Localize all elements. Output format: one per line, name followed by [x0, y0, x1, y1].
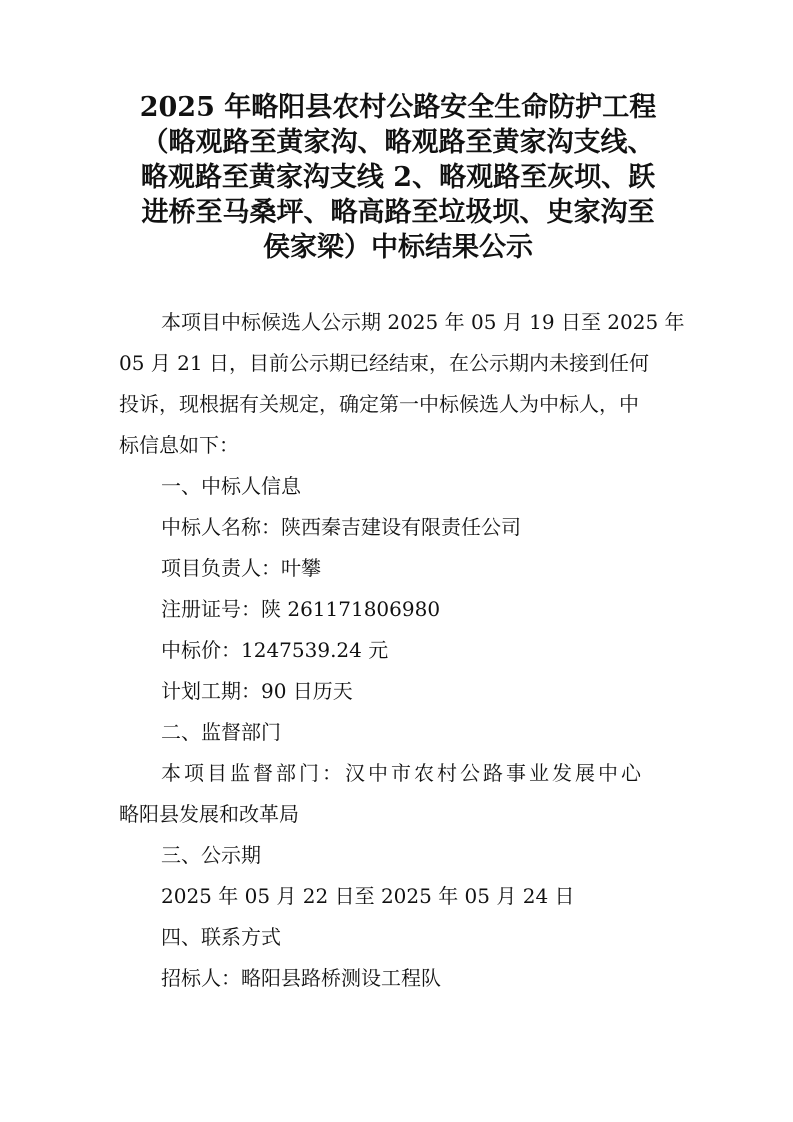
section-publicity-period [119, 835, 679, 917]
planned-duration: 计划工期：90 日历天 [161, 679, 353, 703]
section-supervision [119, 712, 679, 835]
project-manager: 项目负责人：叶攀 [161, 556, 321, 580]
winner-name: 中标人名称：陕西秦吉建设有限责任公司 [161, 515, 521, 539]
document-body [119, 302, 685, 999]
section-heading: 三、公示期 [161, 843, 261, 867]
paragraph-line: 本项目中标候选人公示期 2025 年 05 月 19 日至 2025 年 [161, 310, 685, 334]
section-heading: 一、中标人信息 [161, 474, 301, 498]
title-line: 侯家梁）中标结果公示 [263, 232, 533, 263]
section-winner-info [119, 466, 679, 712]
title-line: 略观路至黄家沟支线 2、略观路至灰坝、跃 [140, 162, 656, 193]
supervision-department-cont: 略阳县发展和改革局 [119, 802, 299, 826]
paragraph-line: 标信息如下： [119, 433, 239, 457]
title-line: （略观路至黄家沟、略观路至黄家沟支线、 [141, 127, 655, 158]
intro-paragraph [119, 302, 685, 466]
section-heading: 二、监督部门 [161, 720, 281, 744]
registration-number: 注册证号：陕 261171806980 [161, 597, 441, 621]
title-line: 2025 年略阳县农村公路安全生命防护工程 [139, 92, 657, 123]
tenderer: 招标人：略阳县路桥测设工程队 [161, 966, 441, 990]
publicity-period: 2025 年 05 月 22 日至 2025 年 05 月 24 日 [161, 884, 575, 908]
winning-price: 中标价：1247539.24 元 [161, 638, 389, 662]
paragraph-line: 投诉，现根据有关规定，确定第一中标候选人为中标人，中 [119, 392, 639, 416]
supervision-department: 本项目监督部门：汉中市农村公路事业发展中心 [161, 761, 644, 785]
section-heading: 四、联系方式 [161, 925, 281, 949]
paragraph-line: 05 月 21 日，目前公示期已经结束，在公示期内未接到任何 [119, 351, 649, 375]
document-title [108, 90, 688, 265]
title-line: 进桥至马桑坪、略高路至垃圾坝、史家沟至 [141, 197, 655, 228]
section-contact [119, 917, 679, 999]
